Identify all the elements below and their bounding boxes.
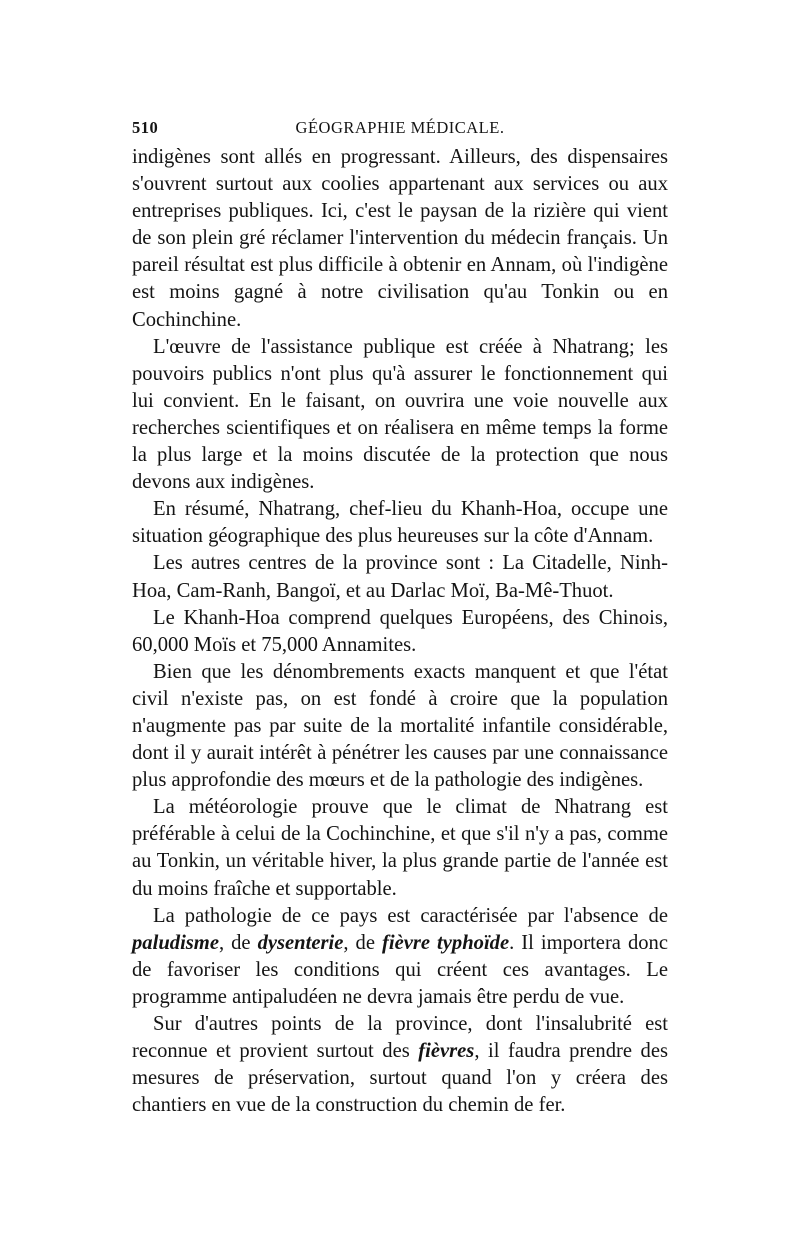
paragraph [132, 496, 668, 550]
paragraph [132, 605, 668, 659]
paragraph [132, 334, 668, 497]
paragraph [132, 794, 668, 902]
paragraph-text: En résumé, Nhatrang, chef-lieu du Khanh-Hoa, occupe une situation géographique des plus heureuses sur la côte d'Annam. [132, 498, 668, 548]
paragraph-text: L'œuvre de l'assistance publique est créée à Nhatrang; les pouvoirs publics n'ont plus qu'à assurer le fonctionnement qui lui convient. En le faisant, on ouvrira une voie nouvelle aux recherches scientifiques et on réalisera en même temps la forme la plus large et la moins discutée de la protection que nous devons aux indigènes. [132, 335, 668, 494]
body-text [132, 144, 668, 1119]
paragraph-text: Sur d'autres points de la province, dont l'insalubrité est reconnue et provient surtout des [132, 1013, 668, 1063]
paragraph [132, 903, 668, 1011]
paragraph [132, 144, 668, 334]
page-number: 510 [132, 118, 159, 137]
paragraph-text: . Il importera donc de favoriser les conditions qui créent ces avantages. Le programme antipaludéen ne devra jamais être perdu de vue. [132, 931, 668, 1008]
paragraph-text: Le Khanh-Hoa comprend quelques Européens, des Chinois, 60,000 Moïs et 75,000 Annamites. [132, 606, 668, 656]
running-head [132, 112, 668, 144]
paragraph-text: La météorologie prouve que le climat de Nhatrang est préférable à celui de la Cochinchine, et que s'il n'y a pas, comme au Tonkin, un véritable hiver, la plus grande partie de l'année est du moins fraîche et supportable. [132, 796, 668, 900]
italic-term: fièvre typhoïde [382, 931, 510, 954]
paragraph-text: Bien que les dénombrements exacts manquent et que l'état civil n'existe pas, on est fondé à croire que la population n'augmente pas par suite de la mortalité infantile considérable, dont il y aurait intérêt à pénétrer les causes par une connaissance plus approfondie des mœurs et de la pathologie des indigènes. [132, 660, 668, 792]
running-title: GÉOGRAPHIE MÉDICALE. [295, 118, 505, 137]
paragraph [132, 1011, 668, 1119]
paragraph-text: , de [218, 931, 258, 954]
paragraph [132, 550, 668, 604]
italic-term: dysenterie [257, 931, 344, 954]
paragraph-text: , de [343, 931, 383, 954]
book-page [132, 112, 668, 1119]
paragraph-text: indigènes sont allés en progressant. Ailleurs, des dispensaires s'ouvrent surtout aux coolies appartenant aux services ou aux entreprises publiques. Ici, c'est le paysan de la rizière qui vient de son plein gré réclamer l'intervention du médecin français. Un pareil résultat est plus difficile à obtenir en Annam, où l'indigène est moins gagné à notre civilisation qu'au Tonkin ou en Cochinchine. [132, 146, 668, 331]
paragraph-text: La pathologie de ce pays est caractérisée par l'absence de [153, 904, 668, 927]
italic-term: paludisme [132, 931, 219, 954]
italic-term: fièvres [418, 1040, 475, 1063]
paragraph-text: Les autres centres de la province sont : La Citadelle, Ninh-Hoa, Cam-Ranh, Bangoï, et au Darlac Moï, Ba-Mê-Thuot. [132, 552, 668, 602]
paragraph [132, 659, 668, 794]
paragraph-text: , il faudra prendre des mesures de préservation, surtout quand l'on y créera des chantiers en vue de la construction du chemin de fer. [132, 1040, 668, 1117]
